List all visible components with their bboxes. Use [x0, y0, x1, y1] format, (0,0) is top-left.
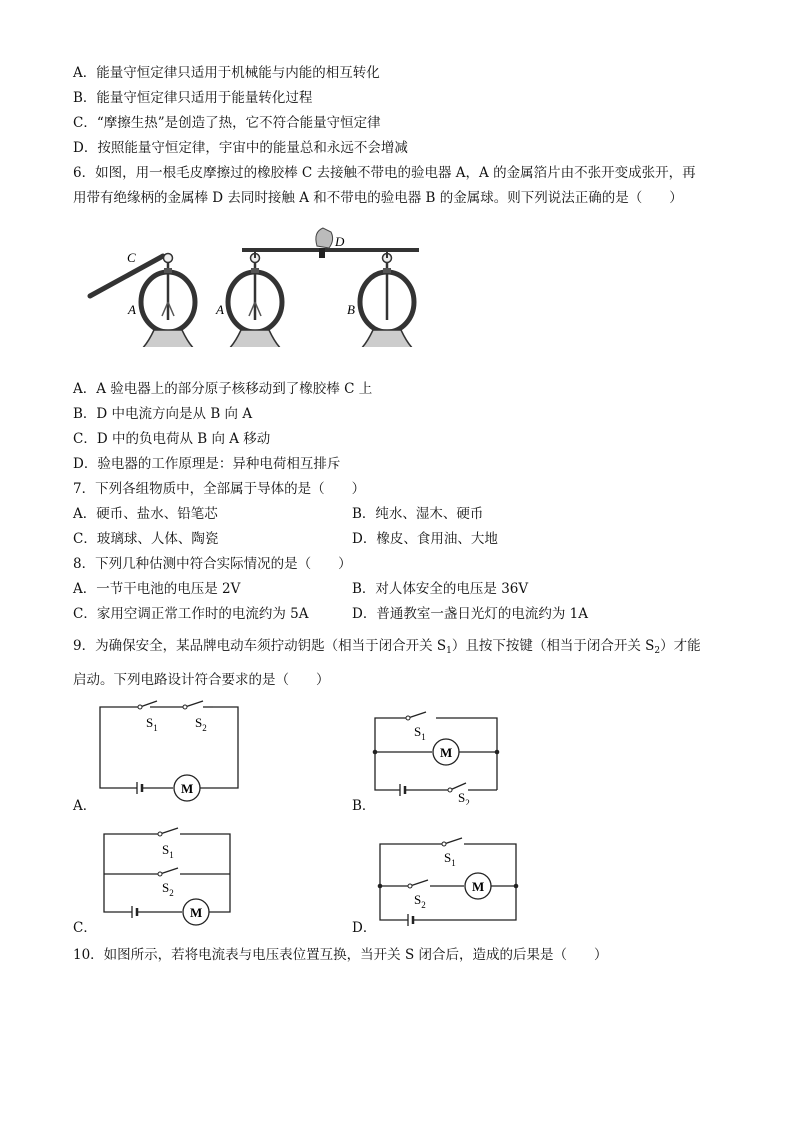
q6-option-b: B．D 中电流方向是从 B 向 A [73, 406, 253, 422]
circuit-d-label: D． [352, 920, 377, 936]
switch-s1-label: $S_1$ [162, 842, 174, 860]
q7-option-c: C．玻璃球、人体、陶瓷 [73, 531, 219, 547]
circuit-a-label: A． [73, 798, 97, 814]
q5-option-b: B．能量守恒定律只适用于能量转化过程 [73, 90, 313, 106]
q8-option-c: C．家用空调正常工作时的电流约为 5A [73, 606, 309, 622]
circuit-b-label: B． [352, 798, 376, 814]
electroscope-a-second [225, 254, 285, 348]
q7-option-a: A．硬币、盐水、铅笔芯 [73, 506, 218, 522]
q9-stem-part1: 9．为确保安全，某品牌电动车须拧动钥匙（相当于闭合开关 S [73, 638, 447, 654]
switch-s2-label: $S_2$ [162, 880, 174, 898]
q6-option-d: D．验电器的工作原理是：异种电荷相互排斥 [73, 456, 341, 472]
q10-stem: 10．如图所示，若将电流表与电压表位置互换，当开关 S 闭合后，造成的后果是（ ） [73, 947, 608, 963]
label-b: B [347, 302, 355, 317]
q8-option-b: B．对人体安全的电压是 36V [352, 581, 529, 597]
q8-stem: 8．下列几种估测中符合实际情况的是（ ） [73, 556, 352, 572]
q6-stem-line1: 6．如图，用一根毛皮摩擦过的橡胶棒 C 去接触不带电的验电器 A，A 的金属箔片由不张开变成张开，再 [73, 165, 696, 181]
circuit-a [95, 700, 250, 805]
electroscope-b [357, 254, 417, 348]
q9-sub1: 1 [446, 646, 452, 656]
hand-icon [316, 228, 333, 248]
q6-option-c: C．D 中的负电荷从 B 向 A 移动 [73, 431, 271, 447]
q8-option-a: A．一节干电池的电压是 2V [73, 581, 241, 597]
q5-option-c: C．“摩擦生热”是创造了热，它不符合能量守恒定律 [73, 115, 381, 131]
motor-icon: M [440, 745, 453, 760]
q9-stem-line1 [73, 637, 701, 660]
q9-stem-line2: 启动。下列电路设计符合要求的是（ ） [73, 672, 330, 688]
q6-option-a: A．A 验电器上的部分原子核移动到了橡胶棒 C 上 [73, 381, 373, 397]
switch-s1-label: $S_1$ [414, 724, 426, 742]
motor-icon: M [472, 879, 485, 894]
q5-option-a: A．能量守恒定律只适用于机械能与内能的相互转化 [73, 65, 380, 81]
q9-stem-part2: ）且按下按键（相当于闭合开关 S [451, 638, 655, 654]
q7-stem: 7．下列各组物质中，全部属于导体的是（ ） [73, 481, 366, 497]
circuit-d [372, 836, 522, 931]
q9-sub2: 2 [654, 646, 661, 656]
switch-s1-label: $S_1$ [146, 715, 158, 733]
switch-s2-label: $S_2$ [458, 790, 470, 805]
circuit-c [100, 826, 240, 926]
label-d: D [335, 234, 345, 249]
q7-option-b: B．纯水、湿木、硬币 [352, 506, 484, 522]
motor-icon: M [181, 781, 194, 796]
label-a1: A [128, 302, 136, 317]
switch-s2-label: $S_2$ [414, 892, 426, 910]
q7-option-d: D．橡皮、食用油、大地 [352, 531, 498, 547]
switch-s2-label: $S_2$ [195, 715, 207, 733]
motor-icon: M [190, 905, 203, 920]
label-c: C [127, 250, 136, 265]
switch-s1-label: $S_1$ [444, 850, 456, 868]
electroscope-figure [85, 222, 425, 347]
q6-stem-line2: 用带有绝缘柄的金属棒 D 去同时接触 A 和不带电的验电器 B 的金属球。则下列说法正确的是（ ） [73, 190, 683, 206]
circuit-b [370, 710, 505, 805]
label-a2: A [216, 302, 224, 317]
circuit-c-label: C． [73, 920, 97, 936]
q5-option-d: D．按照能量守恒定律，宇宙中的能量总和永远不会增减 [73, 140, 408, 156]
q9-stem-part3: ）才能 [660, 638, 701, 654]
q8-option-d: D．普通教室一盏日光灯的电流约为 1A [352, 606, 588, 622]
